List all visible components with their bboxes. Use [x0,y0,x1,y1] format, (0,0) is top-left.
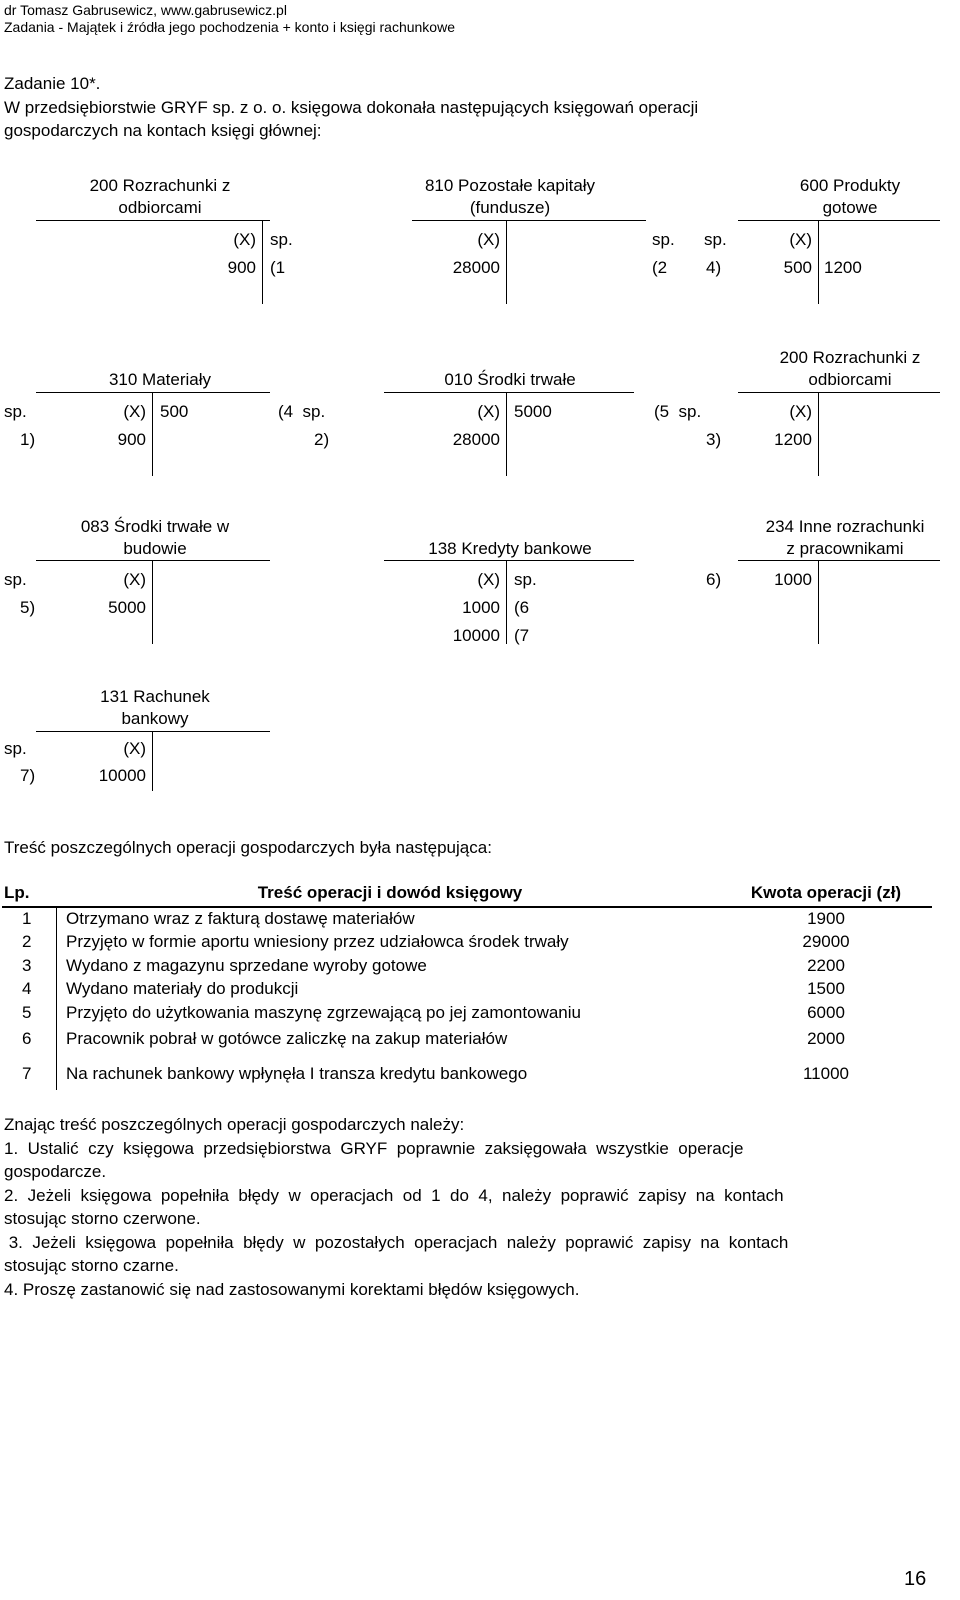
account-title: odbiorcami [808,370,892,389]
account-title: 234 Inne rozrachunki [765,517,925,536]
account-title: (fundusze) [469,198,551,217]
debit-entry: 1000 [774,570,812,589]
row-amount: 1900 [807,909,845,928]
row-description: Przyjęto w formie aportu wniesiony przez udziałowca środek trwały [66,932,569,951]
debit-entry: 5000 [108,598,146,617]
table-header-description: Treść operacji i dowód księgowy [257,883,523,902]
row-description: Przyjęto do użytkowania maszynę zgrzewającą po jej zamontowaniu [66,1003,581,1022]
row-number: 5 [22,1003,32,1022]
debit-marker: 7) [20,766,36,785]
row-description: Na rachunek bankowy wpłynęła I transza kredytu bankowego [66,1064,528,1083]
debit-entry: (X) [123,402,146,421]
table-header-amount: Kwota operacji (zł) [750,883,902,902]
account-title: 600 Produkty [799,176,901,195]
question-1: 1. Ustalić czy księgowa przedsiębiorstwa GRYF poprawnie zaksięgowała wszystkie operacje [4,1139,744,1158]
account-title: budowie [123,539,187,558]
debit-marker: sp. [4,570,27,589]
credit-entry: (6 [514,598,530,617]
table-header-rule [2,906,932,908]
credit-entry: sp. [270,230,293,249]
account-title: 131 Rachunek [100,687,210,706]
debit-marker: 1) [20,430,36,449]
row-amount: 1500 [807,979,845,998]
debit-marker: 4) [706,258,722,277]
credit-entry: sp. [514,570,537,589]
question-1-cont: gospodarcze. [4,1162,107,1181]
task-intro-line2: gospodarczych na kontach księgi głównej: [4,121,322,140]
credit-entry: 500 [160,402,189,421]
question-2-cont: stosując storno czerwone. [4,1209,201,1228]
account-title: 200 Rozrachunki z [779,348,921,367]
table-column-divider [56,906,57,1090]
header-author: dr Tomasz Gabrusewicz, www.gabrusewicz.pl [4,2,287,18]
task-title: Zadanie 10*. [4,74,101,93]
t-account-divider [262,220,263,304]
debit-marker: 3) [706,430,722,449]
questions-intro: Znając treść poszczególnych operacji gospodarczych należy: [4,1115,465,1134]
t-account-top-line [384,560,634,561]
debit-entry: (X) [789,230,812,249]
row-description: Pracownik pobrał w gotówce zaliczkę na zakup materiałów [66,1029,508,1048]
t-account-divider [152,560,153,644]
t-account-top-line [412,220,646,221]
t-account-divider [506,392,507,476]
debit-entry: 28000 [452,430,500,449]
task-intro-line1: W przedsiębiorstwie GRYF sp. z o. o. księgowa dokonała następujących księgowań operacji [4,98,699,117]
debit-marker: sp. [4,402,27,421]
table-header-lp: Lp. [4,883,30,902]
row-number: 7 [22,1064,32,1083]
debit-entry: 10000 [98,766,146,785]
row-description: Otrzymano wraz z fakturą dostawę materiałów [66,909,415,928]
row-number: 1 [22,909,32,928]
debit-entry: (X) [477,570,500,589]
debit-entry: 10000 [452,626,500,645]
debit-marker: 6) [706,570,722,589]
debit-entry: (X) [789,402,812,421]
row-description: Wydano z magazynu sprzedane wyroby gotowe [66,956,427,975]
t-account-divider [818,560,819,644]
credit-entry: (7 [514,626,530,645]
t-account-top-line [738,392,940,393]
operations-intro: Treść poszczególnych operacji gospodarczych była następująca: [4,838,492,857]
header-subtitle: Zadania - Majątek i źródła jego pochodzenia + konto i księgi rachunkowe [4,19,455,35]
page-number: 16 [904,1568,927,1590]
debit-marker: 2) [314,430,330,449]
debit-entry: 1000 [462,598,500,617]
question-3-cont: stosując storno czarne. [4,1256,179,1275]
row-amount: 29000 [802,932,850,951]
t-account-top-line [36,220,270,221]
debit-marker: (4 sp. [278,402,326,421]
debit-entry: 900 [227,258,256,277]
t-account-divider [506,220,507,304]
row-description: Wydano materiały do produkcji [66,979,299,998]
debit-entry: (X) [233,230,256,249]
account-title: bankowy [121,709,189,728]
row-number: 4 [22,979,32,998]
account-title: 310 Materiały [108,370,212,389]
credit-entry: sp. [652,230,675,249]
credit-entry: (2 [652,258,668,277]
row-amount: 2000 [807,1029,845,1048]
account-title: 138 Kredyty bankowe [428,539,592,558]
row-amount: 11000 [802,1064,849,1083]
question-4: 4. Proszę zastanowić się nad zastosowanymi korektami błędów księgowych. [4,1280,580,1299]
t-account-divider [818,392,819,476]
debit-marker: sp. [4,739,27,758]
t-account-top-line [36,560,270,561]
row-amount: 2200 [807,956,845,975]
debit-entry: (X) [477,402,500,421]
debit-marker: (5 sp. [654,402,702,421]
debit-entry: (X) [123,739,146,758]
t-account-top-line [384,392,634,393]
account-title: gotowe [822,198,878,217]
row-number: 3 [22,956,32,975]
debit-entry: 900 [117,430,146,449]
t-account-divider [152,731,153,791]
row-amount: 6000 [807,1003,845,1022]
account-title: 810 Pozostałe kapitały [424,176,596,195]
t-account-top-line [738,560,940,561]
account-title: z pracownikami [786,539,904,558]
question-2: 2. Jeżeli księgowa popełniła błędy w operacjach od 1 do 4, należy poprawić zapisy na kontach [4,1186,784,1205]
account-title: 200 Rozrachunki z [89,176,231,195]
t-account-top-line [36,731,270,732]
account-title: 083 Środki trwałe w [80,517,230,536]
question-3: 3. Jeżeli księgowa popełniła błędy w pozostałych operacjach należy poprawić zapisy na kontach [4,1233,789,1252]
debit-marker: sp. [704,230,727,249]
account-title: 010 Środki trwałe [444,370,576,389]
debit-entry: (X) [123,570,146,589]
t-account-divider [152,392,153,476]
debit-entry: 28000 [452,258,500,277]
credit-entry: 5000 [514,402,552,421]
debit-entry: 1200 [774,430,812,449]
row-number: 2 [22,932,32,951]
credit-entry: 1200 [824,258,862,277]
t-account-divider [506,560,507,644]
debit-entry: (X) [477,230,500,249]
account-title: odbiorcami [118,198,202,217]
row-number: 6 [22,1029,32,1048]
debit-entry: 500 [783,258,812,277]
credit-entry: (1 [270,258,286,277]
debit-marker: 5) [20,598,36,617]
t-account-top-line [738,220,940,221]
t-account-divider [818,220,819,304]
t-account-top-line [36,392,270,393]
